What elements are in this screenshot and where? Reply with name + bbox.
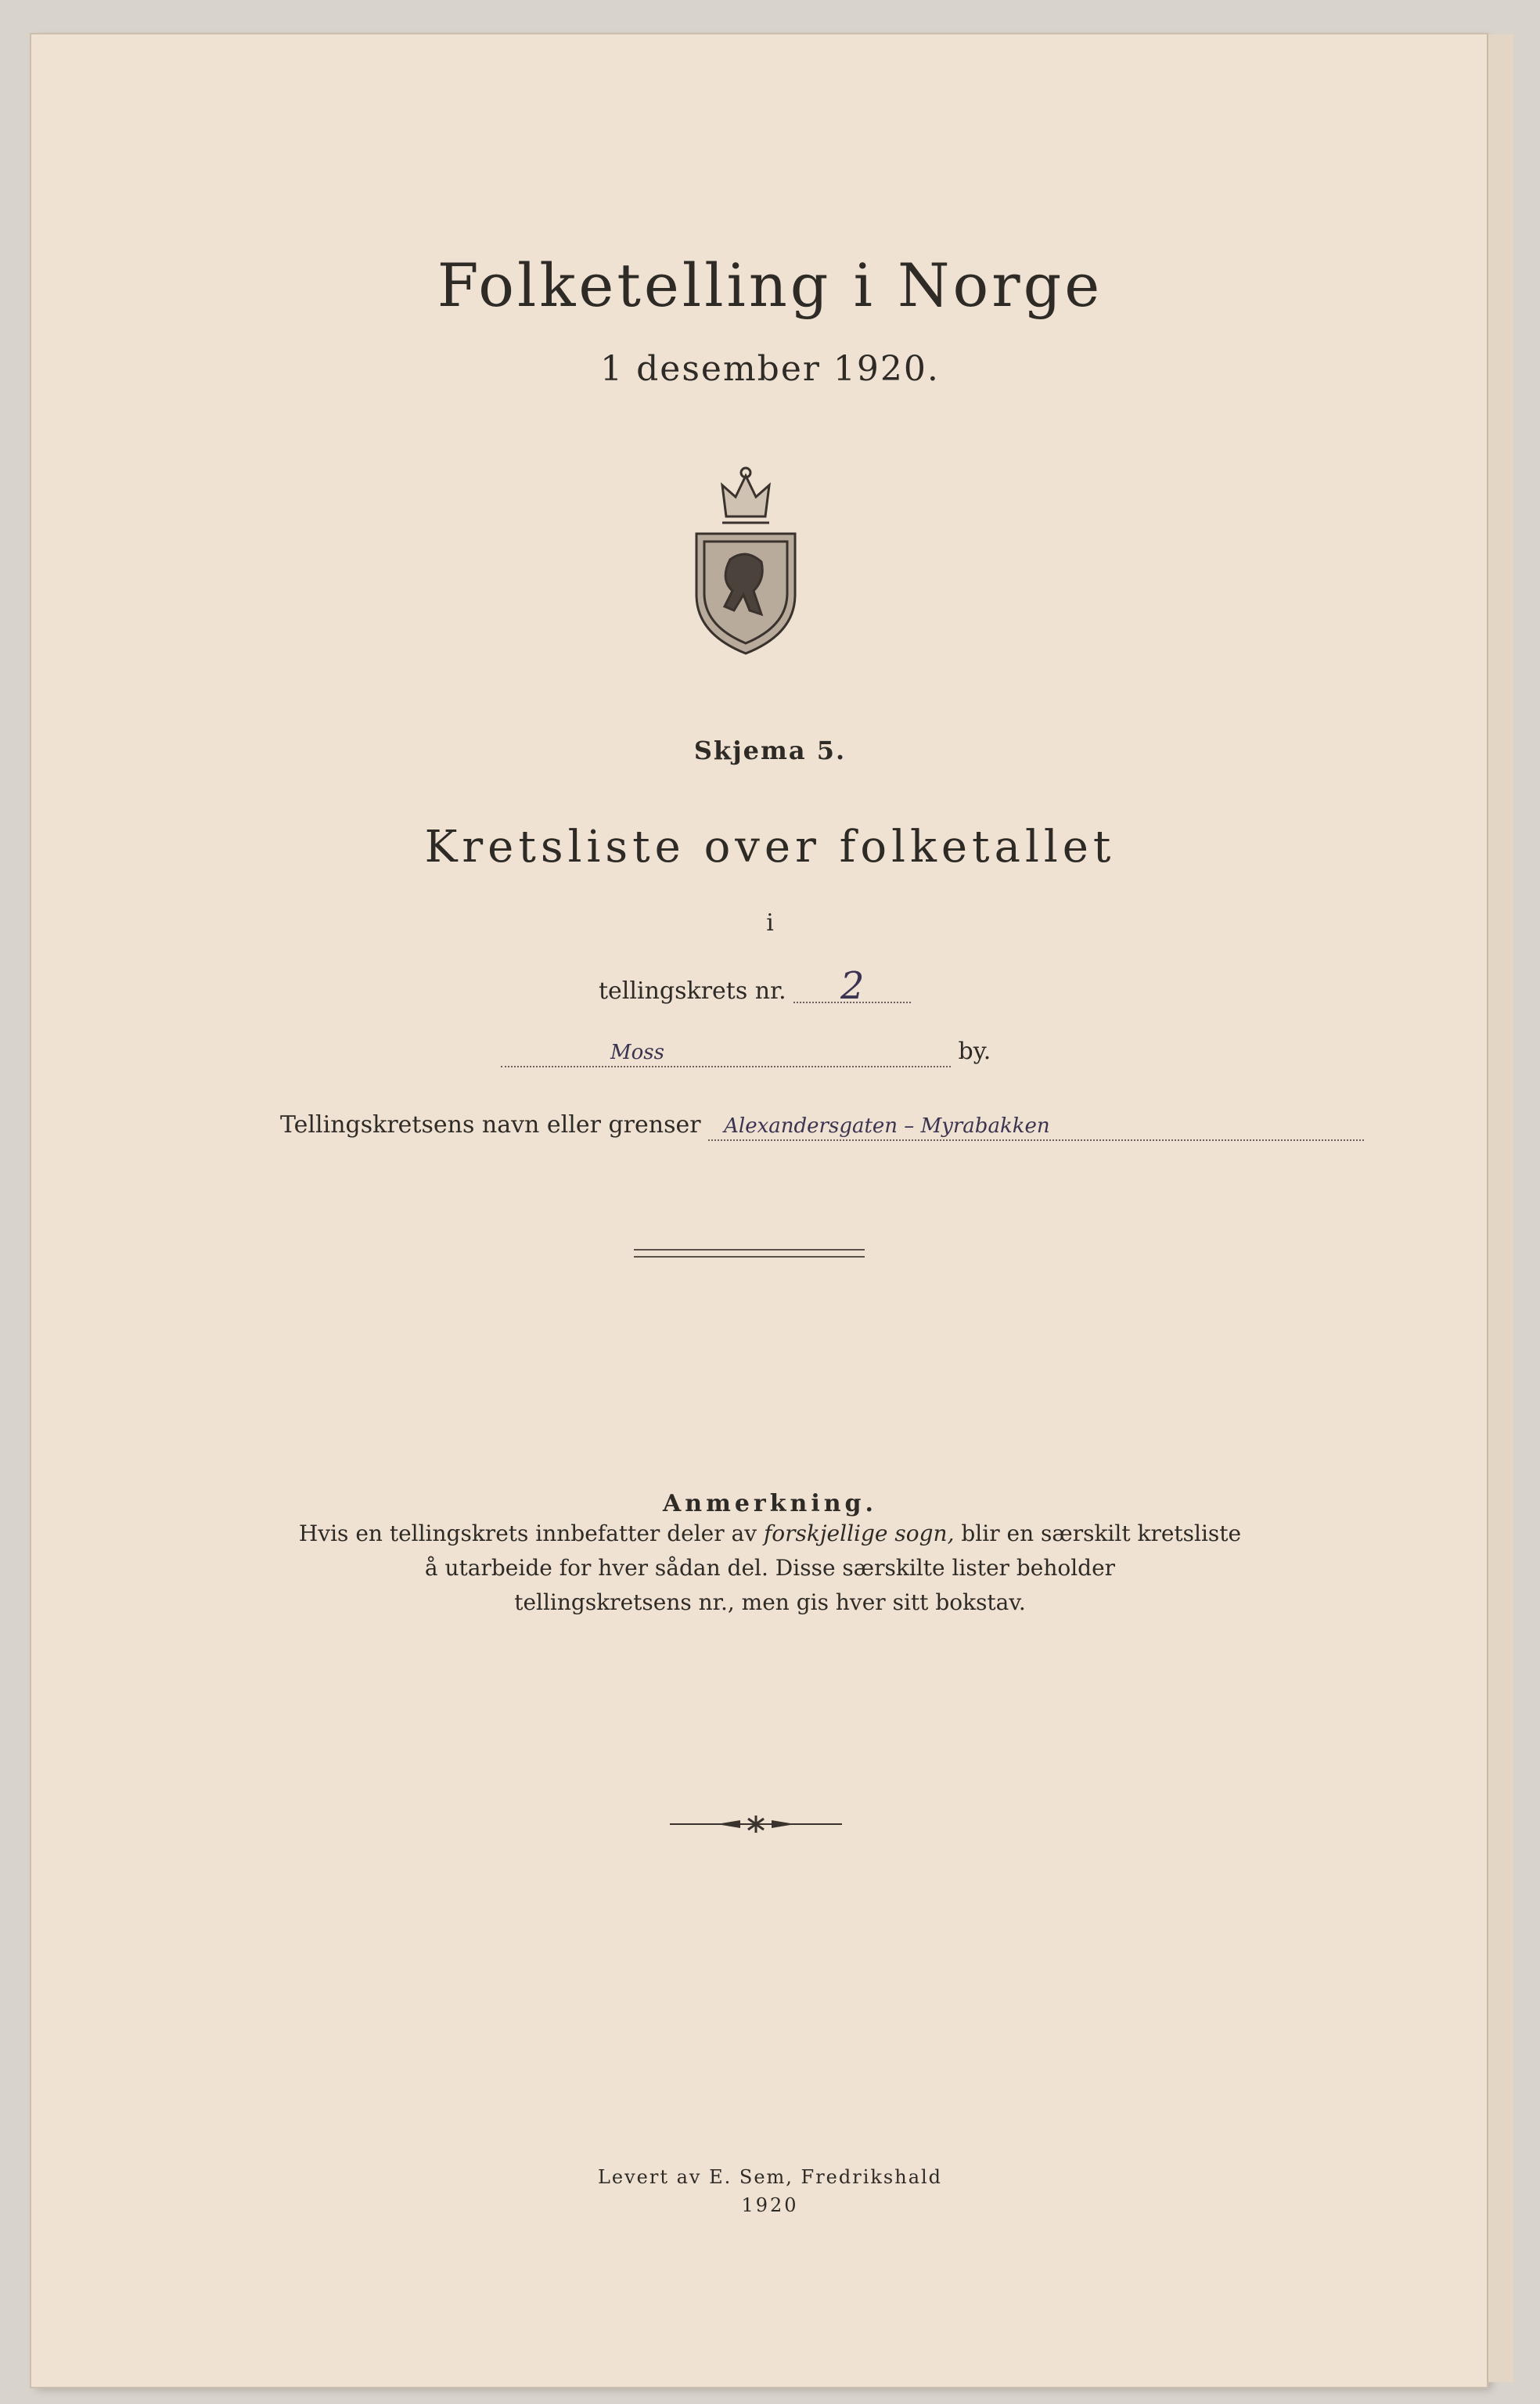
preposition: i [766,909,774,937]
town-suffix: by. [958,1038,991,1065]
note-line-3: tellingskretsens nr., men gis hver sitt bokstav. [514,1589,1026,1615]
note-line-1-b: blir en særskilt kretsliste [954,1520,1242,1546]
note-line-1-emphasis: forskjellige sogn, [763,1520,955,1546]
print-year: 1920 [741,2194,799,2216]
document-date: 1 desember 1920. [600,349,940,389]
note-heading: Anmerkning. [663,1490,877,1517]
coat-of-arms-icon [687,462,804,657]
note-line-2: å utarbeide for hver sådan del. Disse særskilte lister beholder [424,1555,1116,1581]
ornament-divider-icon [670,1812,842,1836]
town-field[interactable]: Moss [501,1041,951,1067]
district-number-row [599,964,911,1008]
district-number-label: tellingskrets nr. [599,977,786,1005]
district-names-label: Tellingskretsens navn eller grenser [280,1111,701,1139]
town-row [501,1038,991,1067]
district-names-field[interactable]: Alexandersgaten – Myrabakken [708,1114,1364,1141]
printer-credit: Levert av E. Sem, Fredrikshald [597,2166,943,2188]
double-rule-divider [634,1249,865,1258]
note-line-1-a: Hvis en tellingskrets innbefatter deler av [298,1520,764,1546]
district-number-field[interactable]: 2 [793,970,911,1003]
form-title: Kretsliste over folketallet [424,822,1116,873]
note-line-1 [0,1517,1540,1551]
schema-label: Skjema 5. [693,736,847,765]
document-title: Folketelling i Norge [437,250,1103,320]
district-names-row [280,1111,1364,1141]
